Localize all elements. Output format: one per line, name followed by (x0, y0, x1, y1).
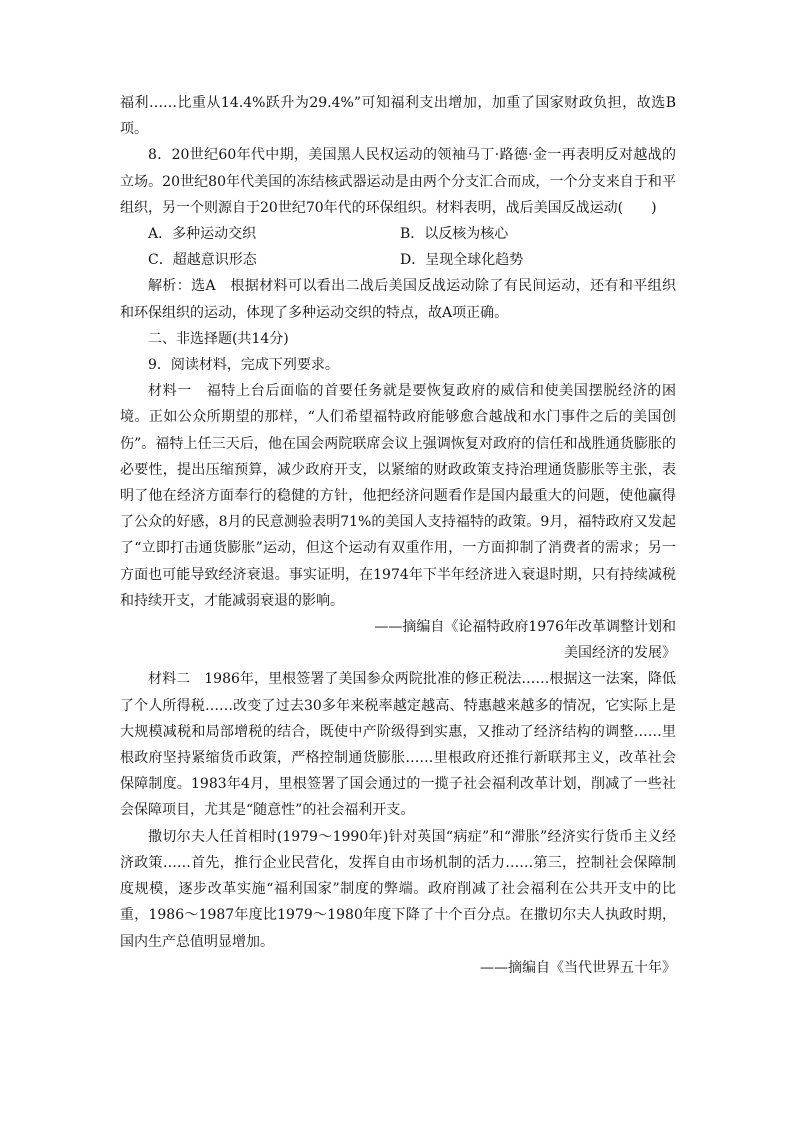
option-c: C．超越意识形态 (148, 252, 257, 269)
option-b: B．以反核为核心 (400, 226, 509, 243)
material-1: 材料一 福特上台后面临的首要任务就是要恢复政府的威信和使美国摆脱经济的困境。正如公众所期望的那样，“人们希望福特政府能够愈合越战和水门事件之后的美国创伤”。福特上任三天后，他在国会两院联席会议上强调恢复对政府的信任和战胜通货膨胀的必要性，提出压缩预算，减少政府开支，以紧缩的财政政策支持治理通货膨胀等主张，表明了他在经济方面奉行的稳健的方针，他把经济问题看作是国内最重大的问题，使他赢得了公众的好感，8月的民意测验表明71%的美国人支持福特的政策。9月，福特政府又发起了“立即打击通货膨胀”运动，但这个运动有双重作用，一方面抑制了消费者的需求；另一方面也可能导致经济衰退。事实证明，在1974年下半年经济进入衰退时期，只有持续减税和持续开支，才能减弱衰退的影响。 (120, 383, 676, 609)
material-1-source-line-2: 美国经济的发展》 (564, 645, 676, 662)
document-page (120, 90, 676, 981)
material-2: 材料二 1986年，里根签署了美国参众两院批准的修正税法……根据这一法案，降低了个人所得税……改变了过去30多年来税率越定越高、特惠越来越多的情况，它实际上是大规模减税和局部增税的结合，既使中产阶级得到实惠，又推动了经济结构的调整……里根政府坚持紧缩货币政策，严格控制通货膨胀……里根政府还推行新联邦主义，改革社会保障制度。1983年4月，里根签署了国会通过的一揽子社会福利改革计划，削减了一些社会保障项目，尤其是“随意性”的社会福利开支。 (120, 671, 676, 819)
question-8-stem: 8．20世纪60年代中期，美国黑人民权运动的领袖马丁·路德·金一再表明反对越战的立场。20世纪80年代美国的冻结核武器运动是由两个分支汇合而成，一个分支来自于和平组织，另一个则源自于20世纪70年代的环保组织。材料表明，战后美国反战运动( ) (120, 147, 676, 216)
material-2-continued: 撒切尔夫人任首相时(1979～1990年)针对英国“病症”和“滞胀”经济实行货币主义经济政策……首先，推行企业民营化，发挥自由市场机制的活力……第三，控制社会保障制度规模，逐步改革实施“福利国家”制度的弊端。政府削减了社会福利在公共开支中的比重，1986～1987年度比1979～1980年度下降了十个百分点。在撒切尔夫人执政时期，国内生产总值明显增加。 (120, 828, 676, 950)
question-8-options-row-2 (120, 247, 676, 273)
material-2-source: ——摘编自《当代世界五十年》 (480, 959, 676, 976)
material-1-source-line-1: ——摘编自《论福特政府1976年改革调整计划和 (374, 619, 676, 636)
previous-answer-tail: 福利……比重从14.4%跃升为29.4%”可知福利支出增加，加重了国家财政负担，故选B项。 (120, 95, 676, 138)
question-8-analysis: 解析：选A 根据材料可以看出二战后美国反战运动除了有民间运动，还有和平组织和环保组织的运动，体现了多种运动交织的特点，故A项正确。 (120, 278, 676, 321)
question-9-stem: 9．阅读材料，完成下列要求。 (148, 357, 339, 374)
option-d: D．呈现全球化趋势 (400, 252, 524, 269)
section-2-heading: 二、非选择题(共14分) (148, 330, 289, 347)
question-8-options-row-1 (120, 221, 676, 247)
option-a: A．多种运动交织 (148, 226, 257, 243)
